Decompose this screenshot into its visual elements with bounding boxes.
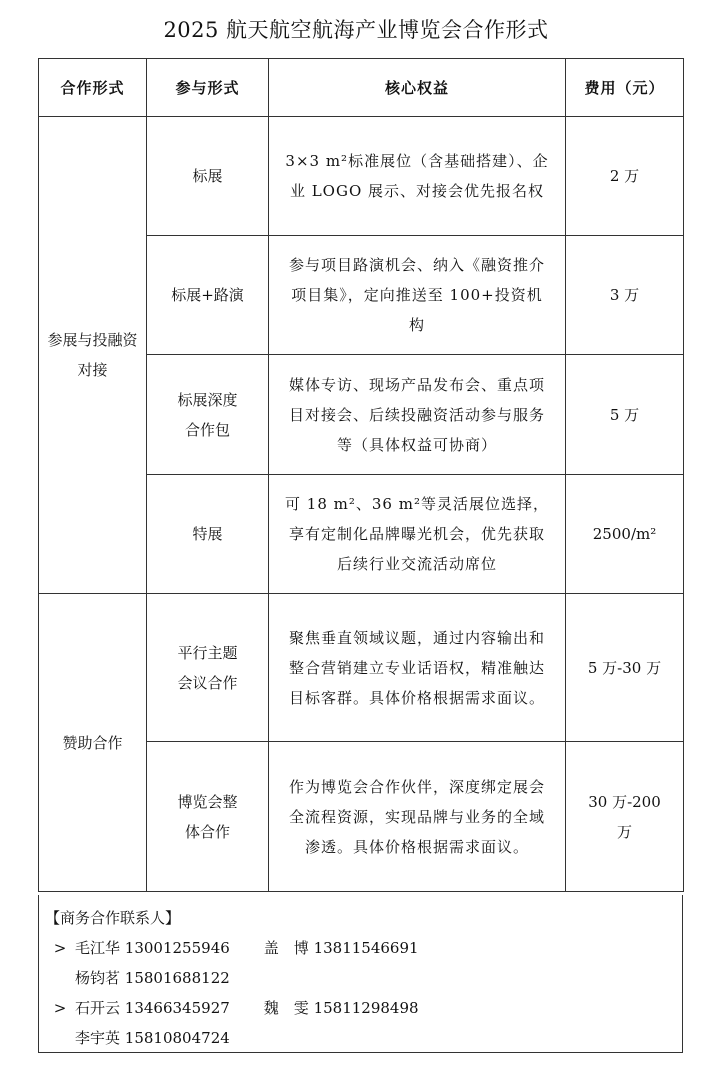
fee-cell: 3 万 [566,236,684,355]
header-rights: 核心权益 [269,59,566,117]
rights-cell: 可 18 m²、36 m²等灵活展位选择，享有定制化品牌曝光机会，优先获取后续行业交流活动席位 [269,475,566,594]
participation-cell: 标展 [147,117,269,236]
rights-cell: 聚焦垂直领域议题，通过内容输出和整合营销建立专业话语权，精准触达目标客群。具体价格根据需求面议。 [269,594,566,742]
header-category: 合作形式 [39,59,147,117]
cooperation-table [38,58,684,892]
contact-name: 杨钧茗 [75,969,121,987]
contact-name: 盖 博 [263,939,309,957]
contact-name: 魏 雯 [263,999,309,1017]
arrow-icon: > [53,939,67,957]
rights-cell: 作为博览会合作伙伴，深度绑定展会全流程资源，实现品牌与业务的全域渗透。具体价格根据需求面议。 [269,742,566,892]
fee-cell: 30 万-200 万 [566,742,684,892]
participation-cell: 博览会整体合作 [147,742,269,892]
table-row [39,594,684,742]
contact-phone: 15810804724 [124,1029,230,1047]
arrow-icon: > [53,999,67,1017]
fee-cell: 2 万 [566,117,684,236]
rights-cell: 3×3 m²标准展位（含基础搭建）、企业 LOGO 展示、对接会优先报名权 [269,117,566,236]
contact-line [45,963,682,993]
contacts-section [38,895,683,1053]
contact-line [45,1023,682,1053]
contact-phone: 13001255946 [124,939,230,957]
contacts-heading: 【商务合作联系人】 [45,909,181,927]
header-participation: 参与形式 [147,59,269,117]
contact-name: 石开云 [75,999,121,1017]
contact-name: 毛江华 [75,939,121,957]
header-fee: 费用（元） [566,59,684,117]
participation-cell: 标展+路演 [147,236,269,355]
fee-cell: 2500/m² [566,475,684,594]
rights-cell: 媒体专访、现场产品发布会、重点项目对接会、后续投融资活动参与服务等（具体权益可协商） [269,355,566,475]
contact-line [45,993,682,1023]
fee-cell: 5 万-30 万 [566,594,684,742]
group-sponsorship: 赞助合作 [39,594,147,892]
participation-cell: 标展深度合作包 [147,355,269,475]
contact-phone: 15801688122 [124,969,230,987]
participation-cell: 特展 [147,475,269,594]
contact-phone: 13811546691 [313,939,419,957]
rights-cell: 参与项目路演机会、纳入《融资推介项目集》，定向推送至 100+投资机构 [269,236,566,355]
contact-name: 李宇英 [75,1029,121,1047]
fee-cell: 5 万 [566,355,684,475]
page-title: 2025 航天航空航海产业博览会合作形式 [163,18,549,42]
table-row [39,117,684,236]
participation-cell: 平行主题会议合作 [147,594,269,742]
contact-phone: 15811298498 [313,999,419,1017]
group-exhibition: 参展与投融资对接 [39,117,147,594]
table-header-row [39,59,684,117]
contact-phone: 13466345927 [124,999,230,1017]
contact-line [45,933,682,963]
